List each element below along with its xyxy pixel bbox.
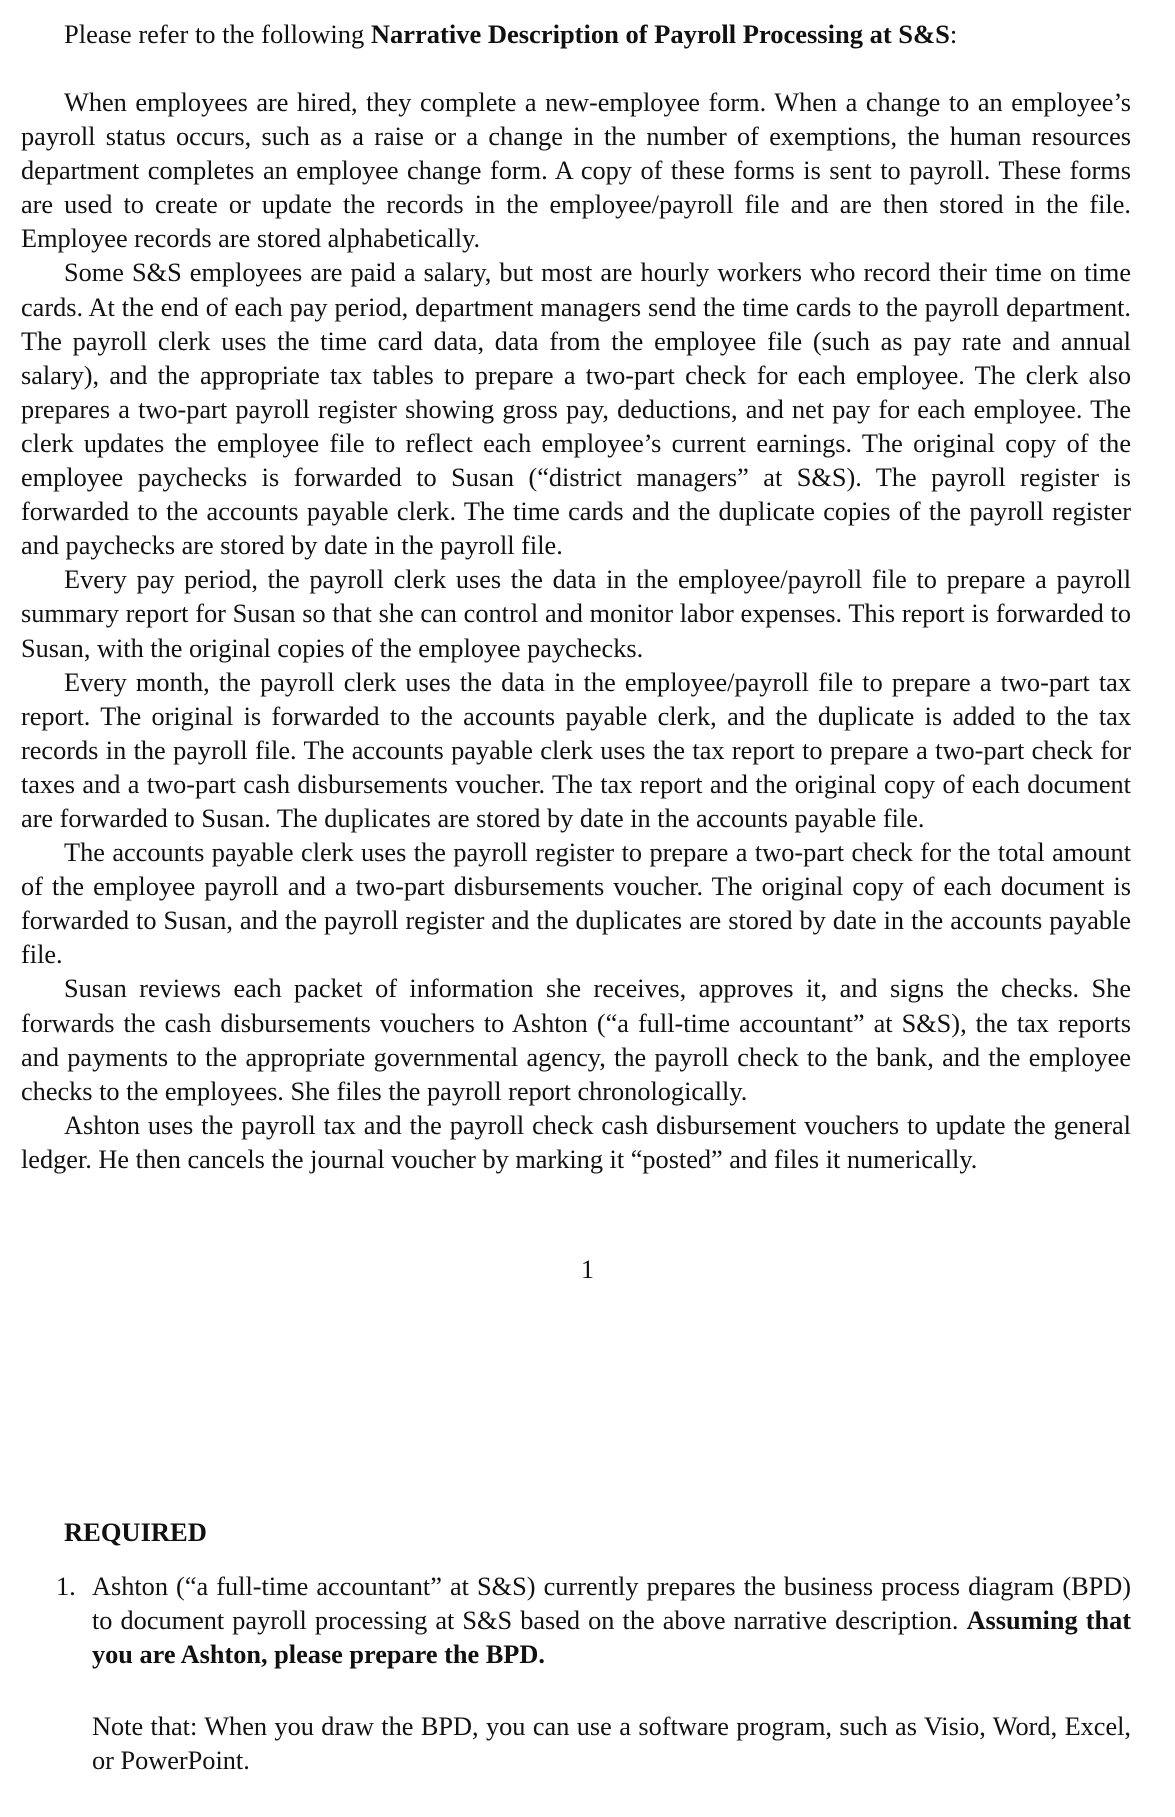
- required-heading: REQUIRED: [64, 1517, 207, 1547]
- narrative-body: [21, 86, 1131, 1177]
- required-list: [56, 1570, 1131, 1672]
- narrative-paragraph-7: Ashton uses the payroll tax and the payroll check cash disbursement vouchers to update the general ledger. He then cancels the journal voucher by marking it “posted” and files it numerically.: [21, 1110, 1131, 1174]
- intro-prefix: Please refer to the following: [64, 19, 371, 49]
- required-item-emphasis: Assuming that you are Ashton, please prepare the BPD.: [92, 1606, 1131, 1670]
- document-title: Narrative Description of Payroll Processing at S&S: [370, 19, 950, 49]
- narrative-paragraph-5: The accounts payable clerk uses the payroll register to prepare a two-part check for the total amount of the employee payroll and a two-part disbursements voucher. The original copy of each document is forwarded to Susan, and the payroll register and the duplicates are stored by date in the accounts payable file.: [21, 838, 1131, 970]
- narrative-paragraph-3: Every pay period, the payroll clerk uses the data in the employee/payroll file to prepare a payroll summary report for Susan so that she can control and monitor labor expenses. This report is forwarded to Susan, with the original copies of the employee paychecks.: [21, 565, 1131, 663]
- narrative-paragraph-1: When employees are hired, they complete a new-employee form. When a change to an employee’s payroll status occurs, such as a raise or a change in the number of exemptions, the human resources department completes an employee change form. A copy of these forms is sent to payroll. These forms are used to create or update the records in the employee/payroll file and are then stored in the file. Employee records are stored alphabetically.: [21, 88, 1131, 254]
- required-note: Note that: When you draw the BPD, you can use a software program, such as Visio, Word, Excel, or PowerPoint.: [92, 1712, 1131, 1776]
- required-item-1: [56, 1570, 1131, 1672]
- intro-line: [64, 14, 957, 54]
- required-item-text: Ashton (“a full-time accountant” at S&S) currently prepares the business process diagram (BPD) to document payroll processing at S&S based on the above narrative description.: [92, 1572, 1131, 1636]
- intro-suffix: :: [949, 19, 958, 49]
- page-number: 1: [581, 1255, 594, 1284]
- narrative-paragraph-6: Susan reviews each packet of information she receives, approves it, and signs the checks. She forwards the cash disbursements vouchers to Ashton (“a full-time accountant” at S&S), the tax reports and payments to the appropriate governmental agency, the payroll check to the bank, and the employee checks to the employees. She files the payroll report chronologically.: [21, 974, 1131, 1106]
- required-item-number: 1.: [56, 1572, 76, 1601]
- narrative-paragraph-4: Every month, the payroll clerk uses the data in the employee/payroll file to prepare a two-part tax report. The original is forwarded to the accounts payable clerk, and the duplicate is added to the tax records in the payroll file. The accounts payable clerk uses the tax report to prepare a two-part check for taxes and a two-part cash disbursements voucher. The tax report and the original copy of each document are forwarded to Susan. The duplicates are stored by date in the accounts payable file.: [21, 667, 1131, 833]
- narrative-paragraph-2: Some S&S employees are paid a salary, but most are hourly workers who record their time on time cards. At the end of each pay period, department managers send the time cards to the payroll department. The payroll clerk uses the time card data, data from the employee file (such as pay rate and annual salary), and the appropriate tax tables to prepare a two-part check for each employee. The clerk also prepares a two-part payroll register showing gross pay, deductions, and net pay for each employee. The clerk updates the employee file to reflect each employee’s current earnings. The original copy of the employee paychecks is forwarded to Susan (“district managers” at S&S). The payroll register is forwarded to the accounts payable clerk. The time cards and the duplicate copies of the payroll register and paychecks are stored by date in the payroll file.: [21, 258, 1131, 561]
